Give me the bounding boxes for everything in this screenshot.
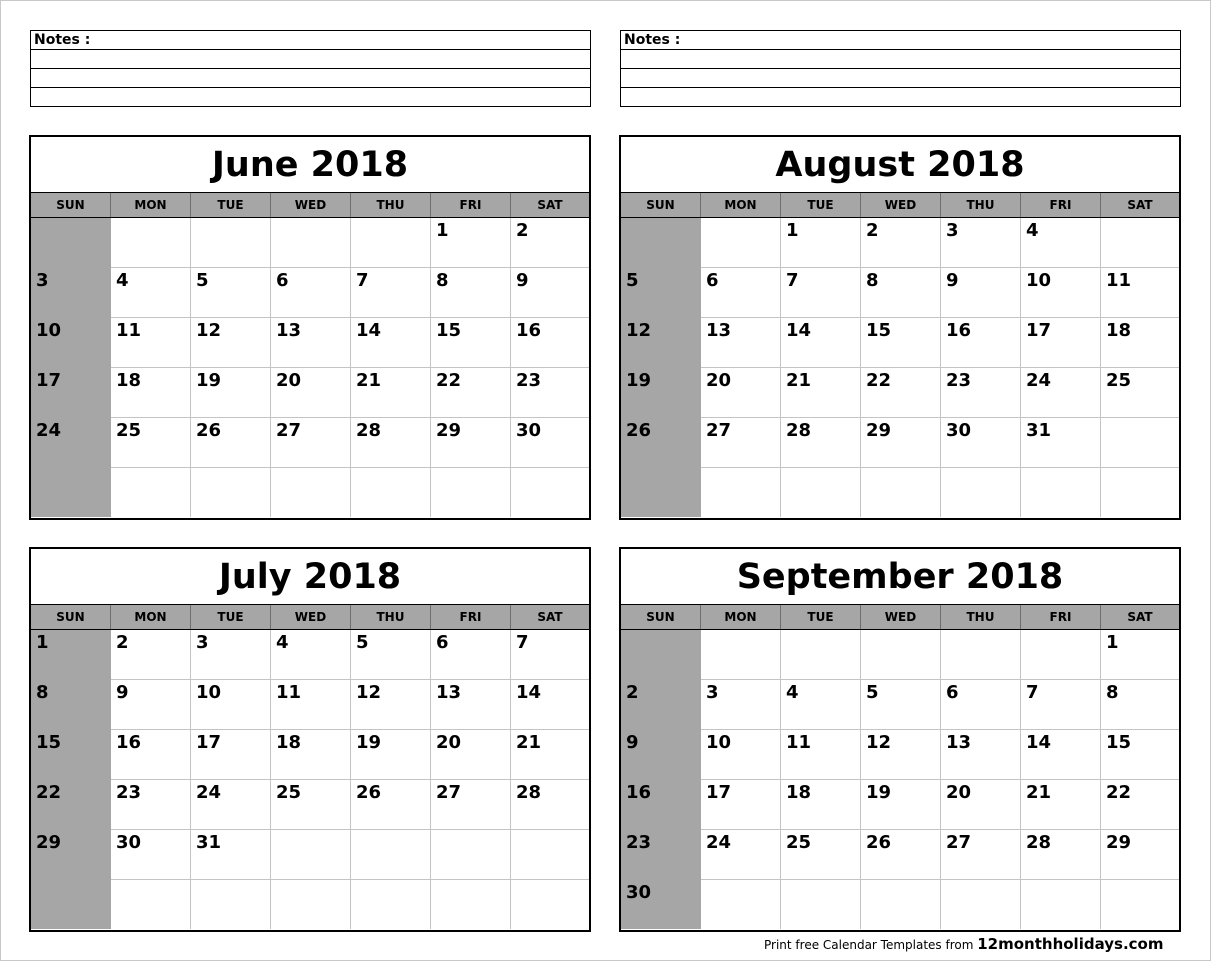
- day-cell: 27: [701, 418, 781, 468]
- sunday-cell: 16: [621, 780, 701, 830]
- day-cell: [1021, 468, 1101, 517]
- day-cell: 15: [861, 318, 941, 368]
- day-cell: 25: [111, 418, 191, 468]
- day-cell: 14: [511, 680, 589, 730]
- day-grid: [31, 218, 589, 518]
- weekday-header: FRI: [431, 193, 511, 217]
- weekday-header-row: [31, 605, 589, 630]
- day-cell: 17: [1021, 318, 1101, 368]
- sunday-cell: 3: [31, 268, 111, 318]
- week-row: [621, 780, 1179, 830]
- day-cell: 5: [191, 268, 271, 318]
- day-cell: 22: [431, 368, 511, 418]
- weekday-header-row: [621, 193, 1179, 218]
- day-cell: 29: [861, 418, 941, 468]
- day-cell: 2: [511, 218, 589, 268]
- day-cell: 28: [351, 418, 431, 468]
- calendar-august-2018: [619, 135, 1181, 520]
- week-row: [621, 830, 1179, 880]
- week-row: [621, 268, 1179, 318]
- weekday-header: THU: [351, 605, 431, 629]
- day-cell: [781, 468, 861, 517]
- week-row: [621, 368, 1179, 418]
- month-title: September 2018: [621, 549, 1179, 605]
- day-cell: 14: [1021, 730, 1101, 780]
- sunday-cell: 5: [621, 268, 701, 318]
- week-row: [31, 830, 589, 880]
- day-cell: 2: [111, 630, 191, 680]
- week-row: [621, 418, 1179, 468]
- day-cell: 16: [511, 318, 589, 368]
- day-cell: [781, 630, 861, 680]
- weekday-header: MON: [701, 193, 781, 217]
- notes-label: Notes :: [624, 32, 681, 48]
- sunday-cell: [31, 880, 111, 929]
- calendar-september-2018: [619, 547, 1181, 932]
- day-cell: [431, 468, 511, 517]
- sunday-cell: [621, 630, 701, 680]
- day-cell: [111, 880, 191, 929]
- week-row: [621, 318, 1179, 368]
- day-cell: 1: [431, 218, 511, 268]
- sunday-cell: [31, 468, 111, 517]
- day-cell: 3: [191, 630, 271, 680]
- weekday-header: TUE: [191, 193, 271, 217]
- week-row: [31, 780, 589, 830]
- day-cell: [351, 830, 431, 880]
- sunday-cell: 19: [621, 368, 701, 418]
- day-cell: 28: [1021, 830, 1101, 880]
- day-cell: [431, 830, 511, 880]
- day-cell: 24: [701, 830, 781, 880]
- day-cell: 3: [701, 680, 781, 730]
- day-cell: 1: [1101, 630, 1179, 680]
- day-cell: 16: [941, 318, 1021, 368]
- weekday-header: WED: [861, 193, 941, 217]
- day-cell: [701, 880, 781, 929]
- day-cell: [191, 880, 271, 929]
- day-cell: [111, 468, 191, 517]
- day-cell: 27: [431, 780, 511, 830]
- sunday-cell: [621, 218, 701, 268]
- day-cell: [861, 880, 941, 929]
- weekday-header: SUN: [621, 605, 701, 629]
- sunday-cell: 17: [31, 368, 111, 418]
- day-cell: [1101, 218, 1179, 268]
- day-cell: 20: [271, 368, 351, 418]
- day-cell: 16: [111, 730, 191, 780]
- day-cell: 6: [701, 268, 781, 318]
- sunday-cell: 15: [31, 730, 111, 780]
- day-cell: [941, 630, 1021, 680]
- sunday-cell: 22: [31, 780, 111, 830]
- weekday-header: SAT: [1127, 610, 1153, 624]
- day-cell: [191, 218, 271, 268]
- weekday-header: THU: [941, 605, 1021, 629]
- weekday-header: MON: [111, 605, 191, 629]
- week-row: [621, 880, 1179, 930]
- day-cell: 5: [351, 630, 431, 680]
- week-row: [31, 468, 589, 518]
- day-cell: 9: [941, 268, 1021, 318]
- day-cell: 28: [511, 780, 589, 830]
- day-cell: [701, 218, 781, 268]
- weekday-header: SAT: [537, 198, 563, 212]
- day-cell: 3: [941, 218, 1021, 268]
- weekday-header: WED: [861, 605, 941, 629]
- day-cell: [351, 880, 431, 929]
- day-cell: 13: [941, 730, 1021, 780]
- day-grid: [31, 630, 589, 930]
- sunday-cell: [621, 468, 701, 517]
- day-cell: 20: [701, 368, 781, 418]
- day-cell: 27: [941, 830, 1021, 880]
- day-cell: [1021, 880, 1101, 929]
- day-cell: 30: [941, 418, 1021, 468]
- day-cell: [511, 830, 589, 880]
- day-cell: 20: [941, 780, 1021, 830]
- day-cell: 26: [351, 780, 431, 830]
- day-cell: [271, 830, 351, 880]
- day-cell: 21: [351, 368, 431, 418]
- day-cell: 28: [781, 418, 861, 468]
- day-cell: 20: [431, 730, 511, 780]
- weekday-header: THU: [941, 193, 1021, 217]
- footer-credit: [764, 935, 1163, 953]
- weekday-header: TUE: [191, 605, 271, 629]
- weekday-header: TUE: [781, 605, 861, 629]
- sunday-cell: 29: [31, 830, 111, 880]
- sunday-cell: 10: [31, 318, 111, 368]
- week-row: [31, 680, 589, 730]
- sunday-cell: 23: [621, 830, 701, 880]
- day-cell: 9: [111, 680, 191, 730]
- day-cell: 31: [191, 830, 271, 880]
- day-cell: [431, 880, 511, 929]
- day-cell: 18: [781, 780, 861, 830]
- sunday-cell: 30: [621, 880, 701, 929]
- footer-site-link[interactable]: 12monthholidays.com: [977, 935, 1164, 953]
- day-cell: 15: [1101, 730, 1179, 780]
- day-cell: [1101, 418, 1179, 468]
- day-cell: 29: [431, 418, 511, 468]
- weekday-header: MON: [701, 605, 781, 629]
- week-row: [31, 318, 589, 368]
- weekday-header: FRI: [431, 605, 511, 629]
- day-cell: 9: [511, 268, 589, 318]
- day-cell: 26: [861, 830, 941, 880]
- day-cell: 18: [271, 730, 351, 780]
- day-cell: 19: [861, 780, 941, 830]
- day-cell: 14: [781, 318, 861, 368]
- day-cell: 22: [861, 368, 941, 418]
- week-row: [31, 880, 589, 930]
- weekday-header: SUN: [31, 605, 111, 629]
- day-cell: 21: [1021, 780, 1101, 830]
- weekday-header: SAT: [537, 610, 563, 624]
- day-cell: 8: [861, 268, 941, 318]
- week-row: [621, 680, 1179, 730]
- notes-label: Notes :: [34, 32, 91, 48]
- weekday-header-row: [31, 193, 589, 218]
- day-cell: 13: [701, 318, 781, 368]
- day-cell: [861, 630, 941, 680]
- month-title: August 2018: [621, 137, 1179, 193]
- sunday-cell: 12: [621, 318, 701, 368]
- day-cell: 12: [351, 680, 431, 730]
- day-cell: [511, 880, 589, 929]
- week-row: [31, 268, 589, 318]
- weekday-header: TUE: [781, 193, 861, 217]
- day-cell: 7: [1021, 680, 1101, 730]
- month-title: July 2018: [31, 549, 589, 605]
- week-row: [621, 730, 1179, 780]
- footer-prefix: Print free Calendar Templates from: [764, 938, 978, 952]
- day-cell: 11: [271, 680, 351, 730]
- day-cell: 26: [191, 418, 271, 468]
- day-cell: 13: [431, 680, 511, 730]
- weekday-header: WED: [271, 193, 351, 217]
- day-cell: 12: [861, 730, 941, 780]
- day-cell: 21: [511, 730, 589, 780]
- weekday-header: FRI: [1021, 193, 1101, 217]
- day-cell: 24: [1021, 368, 1101, 418]
- day-cell: 4: [1021, 218, 1101, 268]
- day-cell: 25: [1101, 368, 1179, 418]
- calendar-june-2018: [29, 135, 591, 520]
- day-cell: 7: [511, 630, 589, 680]
- sunday-cell: 9: [621, 730, 701, 780]
- week-row: [31, 218, 589, 268]
- sunday-cell: 1: [31, 630, 111, 680]
- sunday-cell: [31, 218, 111, 268]
- week-row: [31, 630, 589, 680]
- day-cell: 13: [271, 318, 351, 368]
- day-cell: 30: [511, 418, 589, 468]
- day-grid: [621, 218, 1179, 518]
- day-cell: 6: [431, 630, 511, 680]
- day-cell: 19: [191, 368, 271, 418]
- day-grid: [621, 630, 1179, 930]
- day-cell: [271, 880, 351, 929]
- day-cell: 11: [781, 730, 861, 780]
- sunday-cell: 8: [31, 680, 111, 730]
- day-cell: 18: [1101, 318, 1179, 368]
- day-cell: 14: [351, 318, 431, 368]
- notes-box-left: [30, 30, 591, 107]
- weekday-header-row: [621, 605, 1179, 630]
- sunday-cell: 24: [31, 418, 111, 468]
- day-cell: 4: [781, 680, 861, 730]
- day-cell: 19: [351, 730, 431, 780]
- day-cell: 31: [1021, 418, 1101, 468]
- weekday-header: FRI: [1021, 605, 1101, 629]
- day-cell: 21: [781, 368, 861, 418]
- day-cell: [1021, 630, 1101, 680]
- weekday-header: SAT: [1127, 198, 1153, 212]
- day-cell: 10: [191, 680, 271, 730]
- day-cell: [1101, 880, 1179, 929]
- day-cell: 8: [431, 268, 511, 318]
- day-cell: 10: [701, 730, 781, 780]
- day-cell: 23: [941, 368, 1021, 418]
- day-cell: [271, 468, 351, 517]
- day-cell: [111, 218, 191, 268]
- day-cell: [351, 468, 431, 517]
- day-cell: 2: [861, 218, 941, 268]
- week-row: [621, 468, 1179, 518]
- sunday-cell: 26: [621, 418, 701, 468]
- day-cell: 17: [701, 780, 781, 830]
- week-row: [621, 630, 1179, 680]
- day-cell: 30: [111, 830, 191, 880]
- weekday-header: SUN: [31, 193, 111, 217]
- day-cell: 25: [271, 780, 351, 830]
- day-cell: [701, 468, 781, 517]
- day-cell: 6: [271, 268, 351, 318]
- weekday-header: SUN: [621, 193, 701, 217]
- week-row: [31, 368, 589, 418]
- day-cell: [351, 218, 431, 268]
- day-cell: [941, 880, 1021, 929]
- day-cell: [701, 630, 781, 680]
- day-cell: 5: [861, 680, 941, 730]
- day-cell: 25: [781, 830, 861, 880]
- day-cell: 8: [1101, 680, 1179, 730]
- day-cell: 27: [271, 418, 351, 468]
- day-cell: 4: [271, 630, 351, 680]
- weekday-header: THU: [351, 193, 431, 217]
- sunday-cell: 2: [621, 680, 701, 730]
- day-cell: [781, 880, 861, 929]
- weekday-header: MON: [111, 193, 191, 217]
- day-cell: [271, 218, 351, 268]
- notes-box-right: [620, 30, 1181, 107]
- day-cell: 4: [111, 268, 191, 318]
- day-cell: 12: [191, 318, 271, 368]
- day-cell: [1101, 468, 1179, 517]
- day-cell: 6: [941, 680, 1021, 730]
- weekday-header: WED: [271, 605, 351, 629]
- day-cell: 11: [1101, 268, 1179, 318]
- day-cell: 1: [781, 218, 861, 268]
- day-cell: [861, 468, 941, 517]
- day-cell: 29: [1101, 830, 1179, 880]
- day-cell: 23: [111, 780, 191, 830]
- calendar-july-2018: [29, 547, 591, 932]
- day-cell: [941, 468, 1021, 517]
- week-row: [31, 730, 589, 780]
- day-cell: 15: [431, 318, 511, 368]
- day-cell: 7: [351, 268, 431, 318]
- day-cell: [511, 468, 589, 517]
- day-cell: 18: [111, 368, 191, 418]
- day-cell: 22: [1101, 780, 1179, 830]
- week-row: [621, 218, 1179, 268]
- day-cell: 24: [191, 780, 271, 830]
- month-title: June 2018: [31, 137, 589, 193]
- day-cell: 17: [191, 730, 271, 780]
- week-row: [31, 418, 589, 468]
- day-cell: 23: [511, 368, 589, 418]
- day-cell: 10: [1021, 268, 1101, 318]
- day-cell: 7: [781, 268, 861, 318]
- day-cell: [191, 468, 271, 517]
- day-cell: 11: [111, 318, 191, 368]
